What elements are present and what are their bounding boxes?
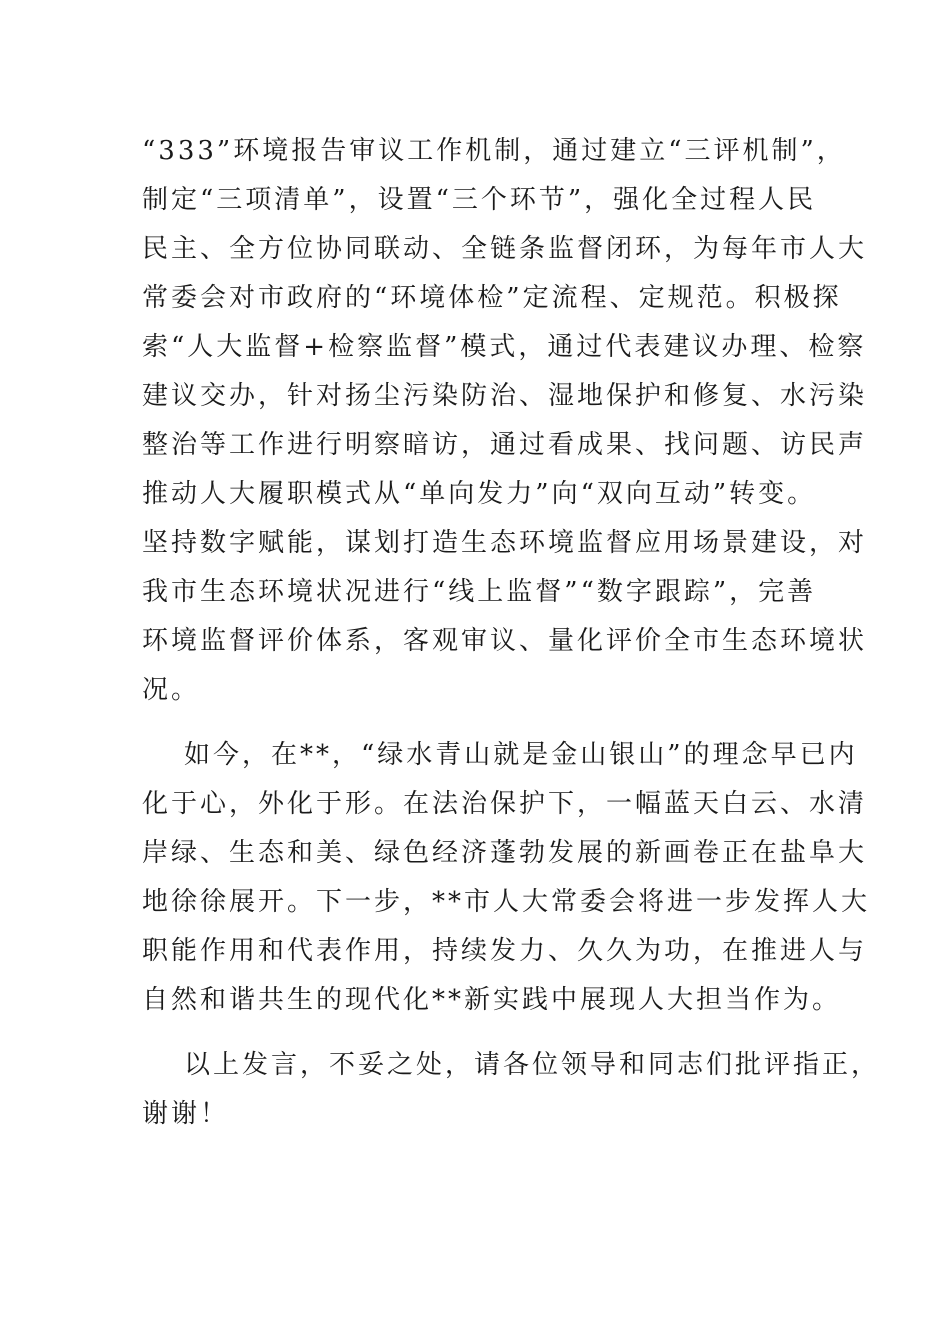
text-line: 地徐徐展开。下一步，**市人大常委会将进一步发挥人大 [142, 887, 871, 917]
paragraph-2 [142, 731, 871, 1025]
paragraph-spacer [142, 1025, 812, 1041]
text-line: 自然和谐共生的现代化**新实践中展现人大担当作为。 [142, 985, 842, 1015]
paragraph-1 [142, 127, 868, 715]
text-line: 常委会对市政府的“环境体检”定流程、定规范。积极探 [142, 283, 842, 313]
text-line: 以上发言，不妥之处，请各位领导和同志们批评指正， [184, 1050, 881, 1080]
text-line: 整治等工作进行明察暗访，通过看成果、找问题、访民声 [142, 430, 868, 460]
text-line: 建议交办，针对扬尘污染防治、湿地保护和修复、水污染 [142, 381, 868, 411]
text-line: 民主、全方位协同联动、全链条监督闭环，为每年市人大 [142, 234, 868, 264]
text-line: “333”环境报告审议工作机制，通过建立“三评机制”， [142, 136, 846, 166]
text-line: 坚持数字赋能，谋划打造生态环境监督应用场景建设，对 [142, 528, 868, 558]
text-line: 如今，在**，“绿水青山就是金山银山”的理念早已内 [184, 740, 858, 770]
text-line: 我市生态环境状况进行“线上监督”“数字跟踪”，完善 [142, 577, 817, 607]
paragraph-3 [142, 1041, 881, 1139]
text-line: 制定“三项清单”，设置“三个环节”，强化全过程人民 [142, 185, 817, 215]
text-line: 化于心，外化于形。在法治保护下，一幅蓝天白云、水清 [142, 789, 868, 819]
document-body [142, 127, 881, 1139]
paragraph-spacer [142, 715, 812, 731]
text-line: 索“人大监督+检察监督”模式，通过代表建议办理、检察 [142, 332, 867, 362]
text-line: 谢谢！ [142, 1099, 230, 1129]
text-line: 环境监督评价体系，客观审议、量化评价全市生态环境状 [142, 626, 868, 656]
text-line: 况。 [142, 675, 201, 705]
text-line: 职能作用和代表作用，持续发力、久久为功，在推进人与 [142, 936, 868, 966]
text-line: 推动人大履职模式从“单向发力”向“双向互动”转变。 [142, 479, 817, 509]
text-line: 岸绿、生态和美、绿色经济蓬勃发展的新画卷正在盐阜大 [142, 838, 868, 868]
